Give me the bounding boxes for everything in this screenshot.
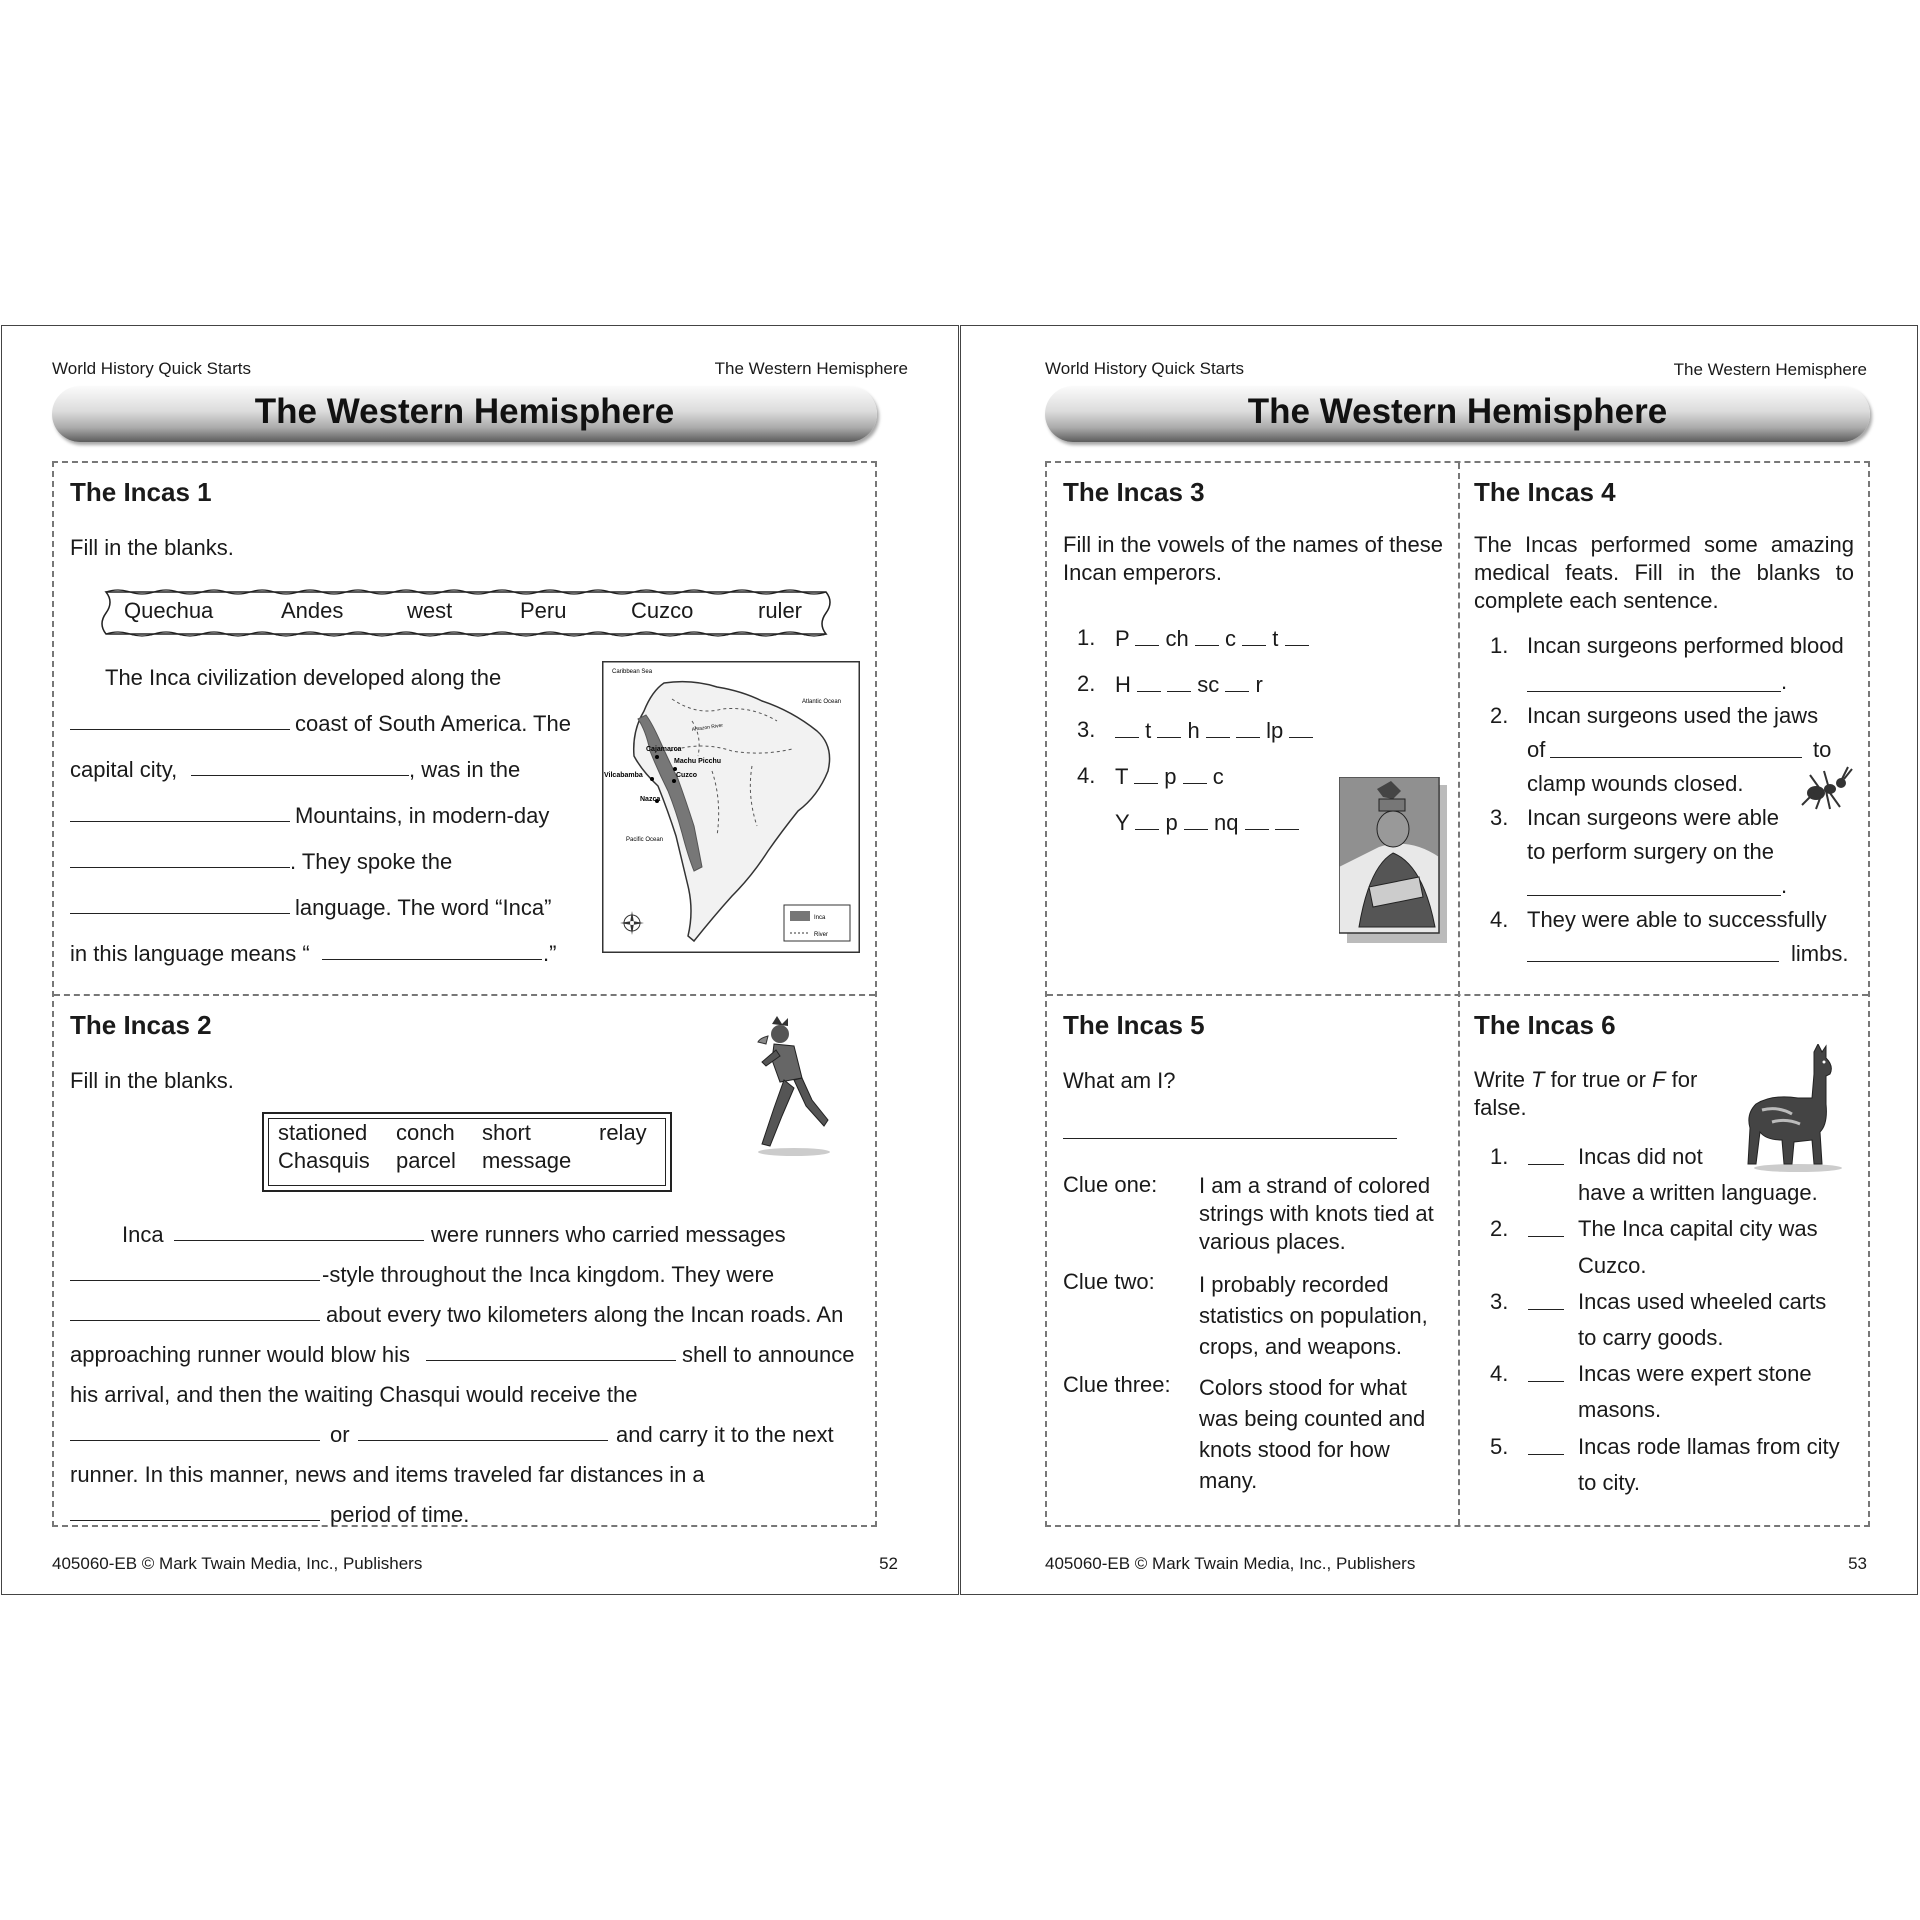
paragraph-text: in this language means “ xyxy=(70,941,310,966)
word-bank-word: stationed xyxy=(278,1120,368,1145)
incas-4-card xyxy=(1460,463,1868,994)
question-text: clamp wounds closed. xyxy=(1527,771,1744,796)
statement-text: Cuzco. xyxy=(1578,1253,1647,1278)
vowel-blank[interactable] xyxy=(1134,763,1158,784)
clue-text: I am a strand of colored strings with knots tied at various places. xyxy=(1199,1173,1434,1254)
statement-text: Incas used wheeled carts xyxy=(1578,1289,1827,1314)
word-bank-word: Andes xyxy=(281,598,344,623)
section-header: The Western Hemisphere xyxy=(714,359,908,378)
emperor-name-puzzle: Y p nq xyxy=(1115,809,1299,836)
page-banner xyxy=(52,386,877,442)
vowel-blank[interactable] xyxy=(1195,625,1219,646)
card-title: The Incas 2 xyxy=(70,1010,212,1040)
word-bank-word: ruler xyxy=(758,598,803,623)
statement-text: The Inca capital city was xyxy=(1578,1216,1818,1241)
vowel-blank[interactable] xyxy=(1225,671,1249,692)
paragraph-text: his arrival, and then the waiting Chasqui would receive the xyxy=(70,1382,638,1407)
activity-grid xyxy=(52,461,877,1527)
vowel-blank[interactable] xyxy=(1242,625,1266,646)
paragraph-text: coast of South America. The xyxy=(295,711,571,736)
page-banner xyxy=(1045,386,1870,442)
card-title: The Incas 5 xyxy=(1063,1010,1205,1040)
answer-blank[interactable] xyxy=(322,959,542,960)
answer-blank[interactable] xyxy=(1527,895,1781,896)
paragraph-text: .” xyxy=(543,941,557,966)
answer-blank[interactable] xyxy=(358,1440,608,1441)
item-number: 4. xyxy=(1077,763,1096,788)
incas-2-card xyxy=(54,996,875,1525)
page-number: 52 xyxy=(879,1554,898,1573)
word-bank-word: conch xyxy=(396,1120,455,1145)
map-label: Nazca xyxy=(640,796,661,803)
paragraph-text: about every two kilometers along the Incan roads. An xyxy=(326,1302,844,1327)
item-number: 2. xyxy=(1490,1216,1509,1241)
answer-blank[interactable] xyxy=(70,1320,320,1321)
copyright-footer: 405060-EB © Mark Twain Media, Inc., Publishers xyxy=(52,1554,423,1573)
clue-text: I probably recorded statistics on population, crops, and weapons. xyxy=(1199,1272,1428,1359)
word-bank-word: message xyxy=(482,1148,572,1173)
question-text: . xyxy=(1781,669,1788,694)
statement-text: Incas did not xyxy=(1578,1144,1703,1169)
incas-3-card xyxy=(1047,463,1458,994)
answer-blank[interactable] xyxy=(1063,1138,1397,1139)
emperor-name-puzzle: T p c xyxy=(1115,764,1224,789)
emperor-name-puzzle: H sc r xyxy=(1115,672,1263,697)
section-header: The Western Hemisphere xyxy=(1673,360,1867,379)
right-page xyxy=(960,325,1918,1595)
paragraph-text: capital city, xyxy=(70,757,178,782)
card-title: The Incas 4 xyxy=(1474,477,1616,507)
incas-5-card xyxy=(1047,996,1458,1525)
instruction: The Incas performed some amazing medical feats. Fill in the blanks to complete each sentence. xyxy=(1474,532,1854,613)
vowel-blank[interactable] xyxy=(1167,671,1191,692)
item-number: 4. xyxy=(1490,1361,1509,1386)
item-number: 2. xyxy=(1077,671,1096,696)
paragraph-text: period of time. xyxy=(330,1502,470,1527)
item-number: 3. xyxy=(1490,1289,1509,1314)
statement-text: masons. xyxy=(1578,1397,1662,1422)
answer-blank[interactable] xyxy=(70,1440,320,1441)
paragraph-text: and carry it to the next xyxy=(616,1422,834,1447)
paragraph-text: . They spoke the xyxy=(290,849,453,874)
page-title: The Western Hemisphere xyxy=(1247,392,1668,431)
map-label: Cajamarca xyxy=(646,746,682,753)
vowel-blank[interactable] xyxy=(1135,809,1159,830)
map-label: Cuzco xyxy=(676,772,697,779)
vowel-blank[interactable] xyxy=(1115,717,1139,738)
answer-blank[interactable] xyxy=(1550,757,1802,758)
question-text: Incan surgeons performed blood xyxy=(1527,633,1844,658)
word-bank-word: short xyxy=(482,1120,531,1145)
map-label: Pacific Ocean xyxy=(626,837,664,843)
card-title: The Incas 1 xyxy=(70,477,212,507)
paragraph-text: were runners who carried messages xyxy=(431,1222,786,1247)
answer-blank[interactable] xyxy=(70,1520,320,1521)
item-number: 1. xyxy=(1490,1144,1509,1169)
question-text: . xyxy=(1781,873,1788,898)
word-bank-word: relay xyxy=(599,1120,647,1145)
vowel-blank[interactable] xyxy=(1285,625,1309,646)
item-number: 3. xyxy=(1077,717,1096,742)
answer-blank[interactable] xyxy=(70,867,290,868)
instruction: Fill in the blanks. xyxy=(70,535,234,560)
map-label: River xyxy=(814,932,829,938)
word-bank-word: west xyxy=(407,598,453,623)
word-bank-word: Peru xyxy=(520,598,567,623)
book-title-header: World History Quick Starts xyxy=(52,359,252,378)
instruction: Write T for true or F for false. xyxy=(1474,1067,1698,1120)
activity-grid xyxy=(1045,461,1870,1527)
statement-text: Incas rode llamas from city xyxy=(1578,1434,1840,1459)
item-number: 3. xyxy=(1490,805,1509,830)
card-title: The Incas 6 xyxy=(1474,1010,1616,1040)
paragraph-text: Inca xyxy=(122,1222,164,1247)
answer-blank[interactable] xyxy=(426,1360,676,1361)
emperor-name-puzzle: t h lp xyxy=(1115,717,1313,744)
page-title: The Western Hemisphere xyxy=(254,392,675,431)
vowel-blank[interactable] xyxy=(1245,809,1269,830)
paragraph-text: shell to announce xyxy=(682,1342,855,1367)
clue-label: Clue three: xyxy=(1063,1372,1171,1397)
question-text: to xyxy=(1813,737,1832,762)
vowel-blank[interactable] xyxy=(1137,671,1161,692)
vowel-blank[interactable] xyxy=(1236,717,1260,738)
word-bank-word: Cuzco xyxy=(631,598,694,623)
card-title: The Incas 3 xyxy=(1063,477,1205,507)
left-page xyxy=(1,325,959,1595)
ant-icon xyxy=(1796,763,1858,819)
question-text: to perform surgery on the xyxy=(1527,839,1775,864)
paragraph-text: -style throughout the Inca kingdom. They were xyxy=(322,1262,775,1287)
vowel-blank[interactable] xyxy=(1183,763,1207,784)
item-number: 1. xyxy=(1490,633,1509,658)
answer-blank[interactable] xyxy=(70,729,290,730)
question-text: Incan surgeons used the jaws xyxy=(1527,703,1819,728)
word-bank-word: Chasquis xyxy=(278,1148,370,1173)
item-number: 1. xyxy=(1077,625,1096,650)
answer-blank[interactable] xyxy=(1527,691,1781,692)
map-label: Vilcabamba xyxy=(604,772,643,779)
paragraph-text: runner. In this manner, news and items traveled far distances in a xyxy=(70,1462,705,1487)
vowel-blank[interactable] xyxy=(1157,717,1181,738)
book-title-header: World History Quick Starts xyxy=(1045,359,1245,378)
incas-6-card xyxy=(1460,996,1868,1525)
statement-text: Incas were expert stone xyxy=(1578,1361,1812,1386)
question-text: What am I? xyxy=(1063,1068,1176,1093)
emperor-name-puzzle: P ch c t xyxy=(1115,625,1309,652)
paragraph-text: Mountains, in modern-day xyxy=(295,803,550,828)
vowel-blank[interactable] xyxy=(1184,809,1208,830)
item-number: 2. xyxy=(1490,703,1509,728)
llama-illustration xyxy=(1742,1044,1850,1172)
vowel-blank[interactable] xyxy=(1289,717,1313,738)
statement-text: have a written language. xyxy=(1578,1180,1818,1205)
question-text: They were able to successfully xyxy=(1527,907,1827,932)
question-text: limbs. xyxy=(1791,941,1849,966)
item-number: 5. xyxy=(1490,1434,1509,1459)
vowel-blank[interactable] xyxy=(1275,809,1299,830)
page-number: 53 xyxy=(1848,1554,1867,1573)
inca-emperor-portrait xyxy=(1339,777,1447,943)
instruction: Fill in the blanks. xyxy=(70,1068,234,1093)
question-text: Incan surgeons were able xyxy=(1527,805,1779,830)
true-false-blank[interactable] xyxy=(1528,1309,1564,1310)
chasqui-runner-illustration xyxy=(744,1016,839,1156)
instruction: Fill in the vowels of the names of these Incan emperors. xyxy=(1063,532,1443,585)
map-label: Amazon River xyxy=(691,722,724,733)
vowel-blank[interactable] xyxy=(1206,717,1230,738)
word-bank-word: Quechua xyxy=(124,598,214,623)
incas-1-card xyxy=(54,463,875,994)
true-false-blank[interactable] xyxy=(1528,1454,1564,1455)
map-label: Caribbean Sea xyxy=(612,669,653,675)
word-bank-word: parcel xyxy=(396,1148,456,1173)
answer-blank[interactable] xyxy=(174,1240,424,1241)
answer-blank[interactable] xyxy=(70,913,290,914)
answer-blank[interactable] xyxy=(70,1280,320,1281)
true-false-blank[interactable] xyxy=(1528,1164,1564,1165)
item-number: 4. xyxy=(1490,907,1509,932)
statement-text: to carry goods. xyxy=(1578,1325,1724,1350)
paragraph-text: , was in the xyxy=(409,757,521,782)
answer-blank[interactable] xyxy=(70,821,290,822)
question-text: of xyxy=(1527,737,1546,762)
paragraph-text: language. The word “Inca” xyxy=(295,895,552,920)
copyright-footer: 405060-EB © Mark Twain Media, Inc., Publishers xyxy=(1045,1554,1416,1573)
vowel-blank[interactable] xyxy=(1135,625,1159,646)
clue-label: Clue one: xyxy=(1063,1172,1158,1197)
clue-label: Clue two: xyxy=(1063,1269,1155,1294)
clue-text: Colors stood for what was being counted and knots stood for how many. xyxy=(1199,1375,1426,1493)
map-label: Inca xyxy=(814,915,826,921)
map-label: Atlantic Ocean xyxy=(802,699,842,705)
paragraph-text: or xyxy=(330,1422,350,1447)
paragraph-text: approaching runner would blow his xyxy=(70,1342,410,1367)
true-false-blank[interactable] xyxy=(1528,1381,1564,1382)
paragraph-text: The Inca civilization developed along the xyxy=(105,665,502,690)
true-false-blank[interactable] xyxy=(1528,1236,1564,1237)
south-america-map xyxy=(602,661,860,953)
answer-blank[interactable] xyxy=(1527,961,1779,962)
map-label: Machu Picchu xyxy=(674,758,722,765)
statement-text: to city. xyxy=(1578,1470,1640,1495)
answer-blank[interactable] xyxy=(191,775,409,776)
